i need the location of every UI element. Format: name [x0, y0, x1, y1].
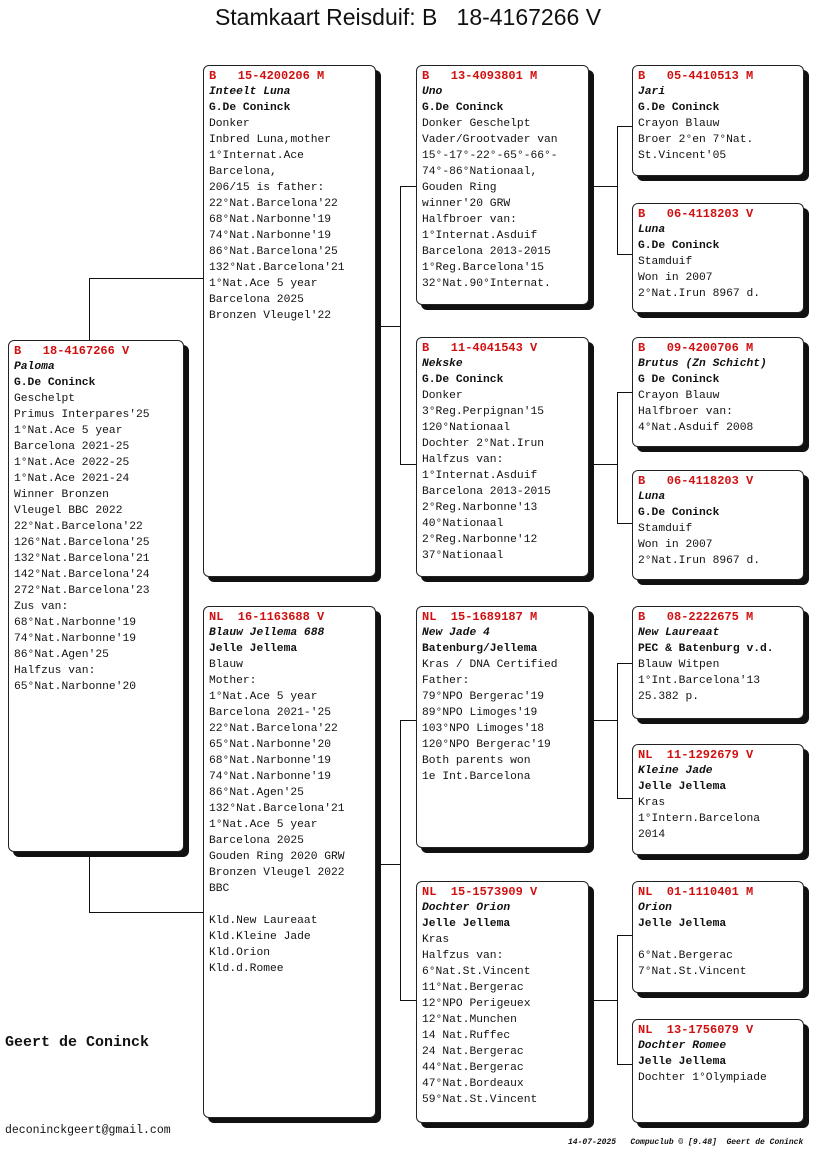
pigeon-detail-line: 2°Reg.Narbonne'13: [422, 502, 538, 514]
pigeon-name: New Laureaat: [638, 627, 720, 639]
pigeon-card-mff[interactable]: [632, 606, 804, 719]
pigeon-owner: G.De Coninck: [422, 102, 504, 114]
pigeon-card-ffm[interactable]: [632, 203, 804, 313]
pigeon-owner: G.De Coninck: [638, 102, 720, 114]
connector-line: [400, 720, 417, 721]
pigeon-detail-line: 59°Nat.St.Vincent: [422, 1094, 538, 1106]
pigeon-detail-line: Kld.d.Romee: [209, 963, 284, 975]
pigeon-detail-line: Primus Interpares'25: [14, 409, 150, 421]
pigeon-owner: G.De Coninck: [14, 377, 96, 389]
pigeon-detail-line: 65°Nat.Narbonne'20: [14, 681, 137, 693]
pigeon-detail-line: 22°Nat.Barcelona'22: [209, 723, 338, 735]
connector-line: [89, 852, 90, 912]
pigeon-detail-line: Inbred Luna,mother: [209, 134, 332, 146]
pigeon-detail-line: Kras / DNA Certified: [422, 659, 558, 671]
pigeon-detail-line: Vleugel BBC 2022: [14, 505, 123, 517]
ring-number: B 13-4093801 M: [422, 69, 538, 83]
ring-number: NL 16-1163688 V: [209, 610, 325, 624]
connector-line: [590, 186, 617, 187]
pigeon-detail-line: Halfbroer van:: [422, 214, 517, 226]
connector-line: [617, 523, 633, 524]
pigeon-detail-line: Barcelona 2013-2015: [422, 486, 551, 498]
pigeon-card-fmf[interactable]: [632, 337, 804, 447]
pigeon-detail-line: Blauw Witpen: [638, 659, 720, 671]
pigeon-detail-line: Barcelona 2021-'25: [209, 707, 332, 719]
ring-number: B 18-4167266 V: [14, 344, 130, 358]
pigeon-name: Nekske: [422, 358, 463, 370]
pigeon-detail-line: 12°Nat.Munchen: [422, 1014, 517, 1026]
pigeon-detail-line: Halfzus van:: [422, 950, 504, 962]
pigeon-detail-line: Kld.New Laureaat: [209, 915, 318, 927]
pigeon-owner: Jelle Jellema: [422, 918, 511, 930]
pigeon-detail-line: 22°Nat.Barcelona'22: [209, 198, 338, 210]
pigeon-detail-line: 74°Nat.Narbonne'19: [209, 230, 332, 242]
pigeon-detail-line: 2014: [638, 829, 666, 841]
pigeon-detail-line: 1°Nat.Ace 5 year: [209, 819, 318, 831]
ring-number: NL 01-1110401 M: [638, 885, 754, 899]
pigeon-detail-line: 86°Nat.Agen'25: [14, 649, 109, 661]
pigeon-detail-line: Kras: [638, 797, 666, 809]
pigeon-detail-line: Broer 2°en 7°Nat.: [638, 134, 754, 146]
pigeon-name: Luna: [638, 224, 666, 236]
pigeon-detail-line: Vader/Grootvader van: [422, 134, 558, 146]
pigeon-owner: PEC & Batenburg v.d.: [638, 643, 774, 655]
pigeon-detail-line: Bronzen Vleugel'22: [209, 310, 332, 322]
connector-line: [617, 663, 633, 664]
pigeon-detail-line: 1°Nat.Ace 5 year: [14, 425, 123, 437]
pigeon-detail-line: 132°Nat.Barcelona'21: [14, 553, 150, 565]
pigeon-detail-line: [209, 897, 375, 913]
connector-line: [617, 126, 633, 127]
pigeon-detail-line: 14 Nat.Ruffec: [422, 1030, 511, 1042]
pigeon-detail-line: 6°Nat.Bergerac: [638, 950, 733, 962]
pigeon-detail-line: 1°Internat.Asduif: [422, 470, 538, 482]
pigeon-detail-line: 37°Nationaal: [422, 550, 504, 562]
pigeon-detail-line: Crayon Blauw: [638, 390, 720, 402]
pigeon-name: Luna: [638, 491, 666, 503]
breeder-email[interactable]: deconinckgeert@gmail.com: [5, 1124, 171, 1137]
pigeon-card-mother-mother[interactable]: [416, 881, 589, 1123]
pigeon-detail-line: Kras: [422, 934, 450, 946]
pigeon-name: Kleine Jade: [638, 765, 713, 777]
pigeon-card-mmf[interactable]: [632, 881, 804, 993]
pigeon-detail-line: BBC: [209, 883, 230, 895]
pigeon-detail-line: 1°Nat.Ace 2022-25: [14, 457, 130, 469]
print-date: 14-07-2025: [568, 1138, 617, 1147]
ring-number: B 15-4200206 M: [209, 69, 325, 83]
pigeon-detail-line: 120°Nationaal: [422, 422, 511, 434]
connector-line: [617, 935, 618, 1064]
pigeon-name: Inteelt Luna: [209, 86, 291, 98]
pigeon-detail-line: 32°Nat.90°Internat.: [422, 278, 551, 290]
pigeon-detail-line: 74°Nat.Narbonne'19: [14, 633, 137, 645]
pigeon-detail-line: 1°Nat.Ace 2021-24: [14, 473, 130, 485]
pigeon-detail-line: 1°Int.Barcelona'13: [638, 675, 761, 687]
pigeon-detail-line: 24 Nat.Bergerac: [422, 1046, 524, 1058]
pigeon-detail-line: 89°NPO Limoges'19: [422, 707, 538, 719]
pigeon-detail-line: 206/15 is father:: [209, 182, 325, 194]
pigeon-name: New Jade 4: [422, 627, 490, 639]
pigeon-owner: Jelle Jellema: [638, 781, 727, 793]
pigeon-detail-line: 68°Nat.Narbonne'19: [14, 617, 137, 629]
pigeon-name: Orion: [638, 902, 672, 914]
pigeon-detail-line: 4°Nat.Asduif 2008: [638, 422, 754, 434]
pigeon-detail-line: Barcelona 2025: [209, 835, 304, 847]
pigeon-owner: Batenburg/Jellema: [422, 643, 538, 655]
pigeon-detail-line: St.Vincent'05: [638, 150, 727, 162]
connector-line: [617, 392, 618, 523]
pigeon-detail-line: 65°Nat.Narbonne'20: [209, 739, 332, 751]
pigeon-detail-line: [638, 932, 803, 948]
pigeon-owner: G.De Coninck: [422, 374, 504, 386]
pigeon-detail-line: Won in 2007: [638, 539, 713, 551]
pigeon-owner: Jelle Jellema: [638, 1056, 727, 1068]
pigeon-detail-line: 1°Internat.Ace: [209, 150, 304, 162]
pigeon-detail-line: 1°Nat.Ace 5 year: [209, 691, 318, 703]
pigeon-detail-line: 2°Reg.Narbonne'12: [422, 534, 538, 546]
pigeon-detail-line: Bronzen Vleugel 2022: [209, 867, 345, 879]
pigeon-detail-line: Kld.Orion: [209, 947, 271, 959]
pigeon-detail-line: Father:: [422, 675, 470, 687]
pigeon-detail-line: Stamduif: [638, 256, 693, 268]
connector-line: [400, 464, 417, 465]
pigeon-detail-line: 1°Reg.Barcelona'15: [422, 262, 545, 274]
pigeon-detail-line: Halfzus van:: [14, 665, 96, 677]
pigeon-detail-line: 1°Nat.Ace 5 year: [209, 278, 318, 290]
pigeon-detail-line: 7°Nat.St.Vincent: [638, 966, 747, 978]
pigeon-detail-line: Barcelona 2013-2015: [422, 246, 551, 258]
connector-line: [617, 1064, 633, 1065]
pigeon-name: Uno: [422, 86, 443, 98]
pigeon-detail-line: 68°Nat.Narbonne'19: [209, 755, 332, 767]
pigeon-detail-line: 1e Int.Barcelona: [422, 771, 531, 783]
pigeon-detail-line: 22°Nat.Barcelona'22: [14, 521, 143, 533]
connector-line: [400, 1000, 417, 1001]
pigeon-detail-line: Dochter 2°Nat.Irun: [422, 438, 545, 450]
pigeon-card-mmm[interactable]: [632, 1019, 804, 1123]
pigeon-detail-line: 74°Nat.Narbonne'19: [209, 771, 332, 783]
connector-line: [590, 1000, 617, 1001]
pigeon-detail-line: 1°Intern.Barcelona: [638, 813, 761, 825]
pigeon-name: Dochter Romee: [638, 1040, 727, 1052]
pigeon-detail-line: 3°Reg.Perpignan'15: [422, 406, 545, 418]
pigeon-owner: G De Coninck: [638, 374, 720, 386]
connector-line: [617, 798, 633, 799]
pigeon-detail-line: 12°NPO Perigeuex: [422, 998, 531, 1010]
ring-number: B 09-4200706 M: [638, 341, 754, 355]
pigeon-name: Jari: [638, 86, 666, 98]
pigeon-detail-line: 74°-86°Nationaal,: [422, 166, 538, 178]
connector-line: [377, 326, 400, 327]
ring-number: B 06-4118203 V: [638, 474, 754, 488]
ring-number: NL 15-1573909 V: [422, 885, 538, 899]
ring-number: B 11-4041543 V: [422, 341, 538, 355]
pigeon-detail-line: Mother:: [209, 675, 257, 687]
pigeon-detail-line: 11°Nat.Bergerac: [422, 982, 524, 994]
pigeon-detail-line: Barcelona 2021-25: [14, 441, 130, 453]
pigeon-detail-line: Stamduif: [638, 523, 693, 535]
pigeon-detail-line: Halfzus van:: [422, 454, 504, 466]
breeder-name: Geert de Coninck: [5, 1034, 150, 1051]
pigeon-name: Brutus (Zn Schicht): [638, 358, 767, 370]
connector-line: [617, 254, 633, 255]
ring-number: B 06-4118203 V: [638, 207, 754, 221]
pigeon-detail-line: Dochter 1°Olympiade: [638, 1072, 767, 1084]
pigeon-detail-line: 132°Nat.Barcelona'21: [209, 803, 345, 815]
pigeon-owner: G.De Coninck: [209, 102, 291, 114]
pigeon-owner: Jelle Jellema: [209, 643, 298, 655]
ring-number: NL 11-1292679 V: [638, 748, 754, 762]
pigeon-detail-line: Barcelona,: [209, 166, 277, 178]
pigeon-name: Blauw Jellema 688: [209, 627, 325, 639]
pigeon-detail-line: 1°Internat.Asduif: [422, 230, 538, 242]
pigeon-detail-line: Zus van:: [14, 601, 69, 613]
ring-number: NL 13-1756079 V: [638, 1023, 754, 1037]
pigeon-card-mother-father[interactable]: [416, 606, 589, 848]
pigeon-detail-line: Gouden Ring 2020 GRW: [209, 851, 345, 863]
pigeon-detail-line: 120°NPO Bergerac'19: [422, 739, 551, 751]
ring-number: B 08-2222675 M: [638, 610, 754, 624]
page-title: Stamkaart Reisduif: B 18-4167266 V: [214, 4, 602, 30]
pigeon-owner: Jelle Jellema: [638, 918, 727, 930]
connector-line: [89, 912, 204, 913]
connector-line: [617, 392, 633, 393]
pigeon-card-mother[interactable]: [203, 606, 376, 1118]
pigeon-detail-line: 142°Nat.Barcelona'24: [14, 569, 150, 581]
pigeon-detail-line: 86°Nat.Agen'25: [209, 787, 304, 799]
connector-line: [89, 278, 90, 340]
pigeon-name: Paloma: [14, 361, 55, 373]
pigeon-detail-line: 44°Nat.Bergerac: [422, 1062, 524, 1074]
pigeon-detail-line: Winner Bronzen: [14, 489, 109, 501]
footer-credits: [568, 1138, 803, 1147]
pigeon-detail-line: 132°Nat.Barcelona'21: [209, 262, 345, 274]
pigeon-card-father[interactable]: [203, 65, 376, 577]
pigeon-detail-line: Barcelona 2025: [209, 294, 304, 306]
pigeon-detail-line: Gouden Ring: [422, 182, 497, 194]
pigeon-detail-line: 6°Nat.St.Vincent: [422, 966, 531, 978]
connector-line: [617, 126, 618, 254]
pigeon-card-mfm[interactable]: [632, 744, 804, 855]
pigeon-detail-line: 2°Nat.Irun 8967 d.: [638, 288, 761, 300]
pigeon-detail-line: 2°Nat.Irun 8967 d.: [638, 555, 761, 567]
pigeon-card-father-mother[interactable]: [416, 337, 589, 577]
pigeon-detail-line: 103°NPO Limoges'18: [422, 723, 545, 735]
connector-line: [377, 864, 400, 865]
pigeon-card-father-father[interactable]: [416, 65, 589, 305]
pigeon-detail-line: 79°NPO Bergerac'19: [422, 691, 545, 703]
pigeon-detail-line: 40°Nationaal: [422, 518, 504, 530]
pigeon-card-fmm[interactable]: [632, 470, 804, 580]
connector-line: [89, 278, 204, 279]
pigeon-detail-line: Kld.Kleine Jade: [209, 931, 311, 943]
pigeon-detail-line: winner'20 GRW: [422, 198, 511, 210]
pigeon-card-fff[interactable]: [632, 65, 804, 176]
pigeon-detail-line: 47°Nat.Bordeaux: [422, 1078, 524, 1090]
pigeon-name: Dochter Orion: [422, 902, 511, 914]
footer-signature: Geert de Coninck: [726, 1138, 804, 1147]
pigeon-detail-line: Both parents won: [422, 755, 531, 767]
connector-line: [590, 720, 617, 721]
pigeon-detail-line: Crayon Blauw: [638, 118, 720, 130]
connector-line: [590, 464, 617, 465]
pigeon-owner: G.De Coninck: [638, 507, 720, 519]
connector-line: [400, 720, 401, 1000]
connector-line: [617, 935, 633, 936]
pigeon-detail-line: 68°Nat.Narbonne'19: [209, 214, 332, 226]
pigeon-detail-line: Donker: [209, 118, 250, 130]
connector-line: [617, 663, 618, 798]
pigeon-detail-line: 15°-17°-22°-65°-66°-: [422, 150, 558, 162]
pigeon-detail-line: 126°Nat.Barcelona'25: [14, 537, 150, 549]
pigeon-detail-line: Donker: [422, 390, 463, 402]
ring-number: NL 15-1689187 M: [422, 610, 538, 624]
pigeon-detail-line: Blauw: [209, 659, 243, 671]
pigeon-owner: G.De Coninck: [638, 240, 720, 252]
pigeon-detail-line: Donker Geschelpt: [422, 118, 531, 130]
connector-line: [400, 186, 401, 464]
pigeon-card-main[interactable]: [8, 340, 184, 852]
pigeon-detail-line: 25.382 p.: [638, 691, 700, 703]
connector-line: [400, 186, 417, 187]
pigeon-detail-line: 272°Nat.Barcelona'23: [14, 585, 150, 597]
software-credit: Compuclub © [9.48]: [630, 1138, 717, 1147]
ring-number: B 05-4410513 M: [638, 69, 754, 83]
pigeon-detail-line: Halfbroer van:: [638, 406, 733, 418]
pigeon-detail-line: Won in 2007: [638, 272, 713, 284]
pigeon-detail-line: 86°Nat.Barcelona'25: [209, 246, 338, 258]
pigeon-detail-line: Geschelpt: [14, 393, 76, 405]
